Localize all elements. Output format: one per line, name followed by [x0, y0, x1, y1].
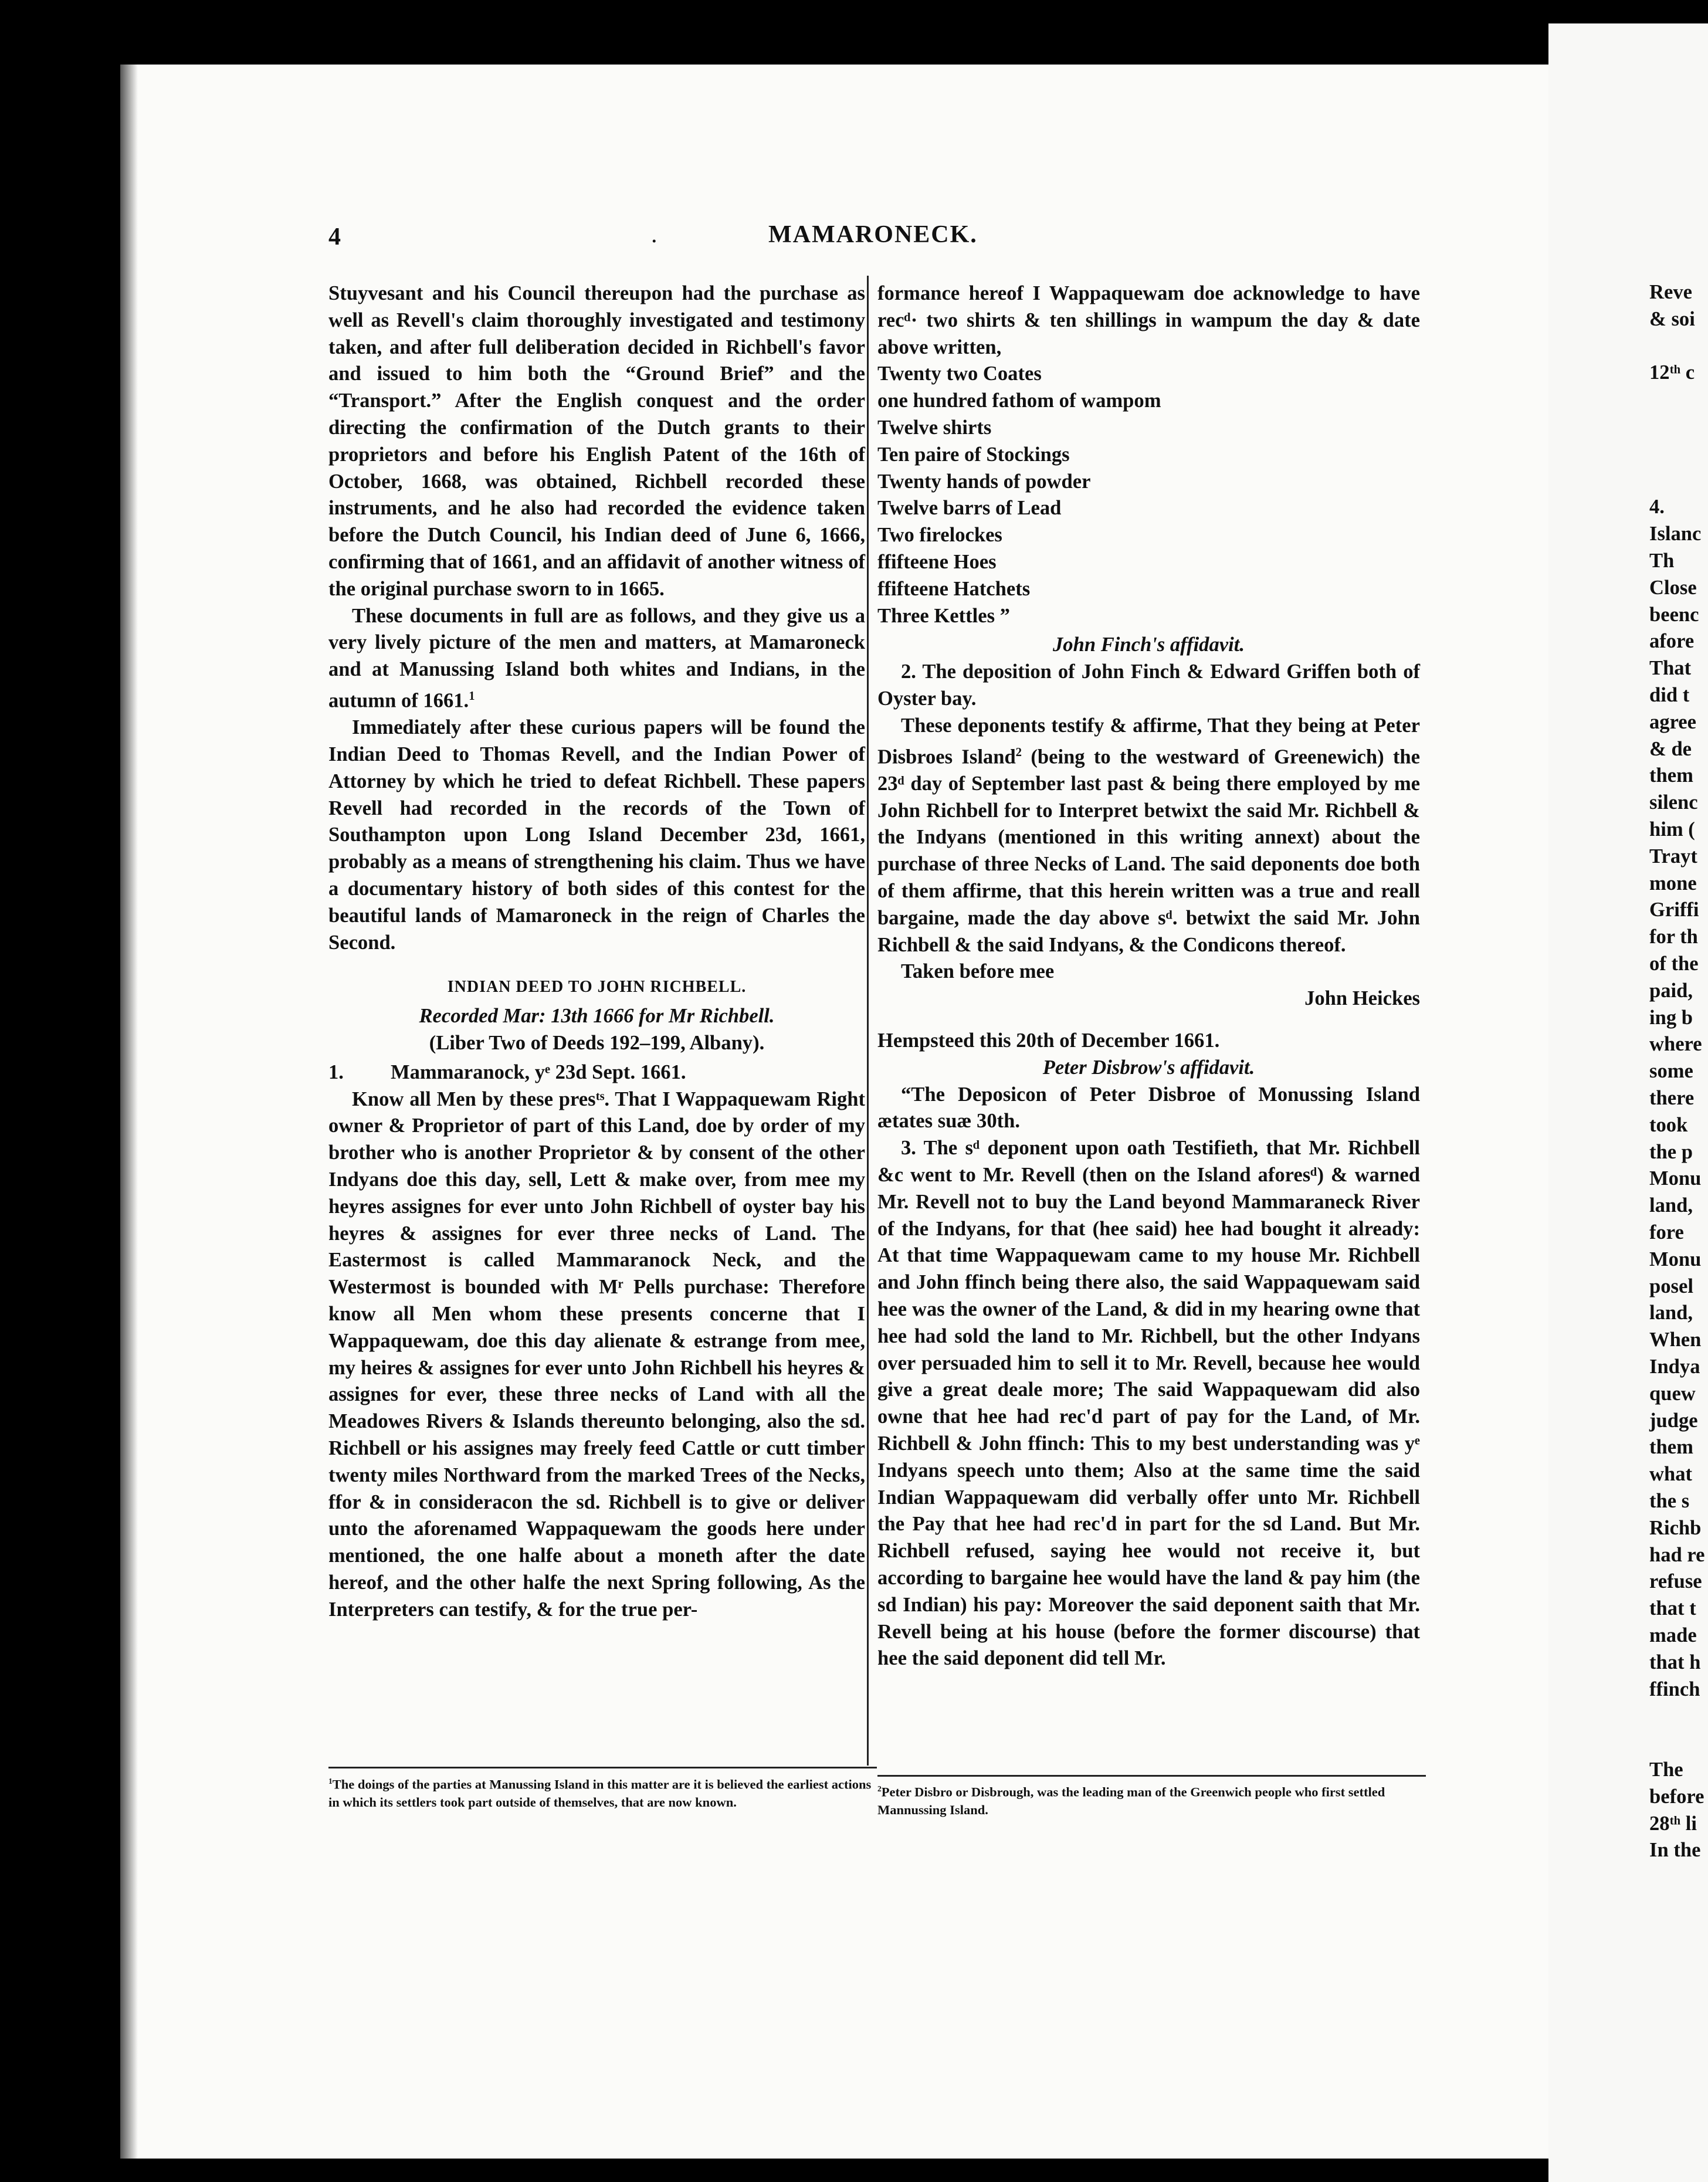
goods-item: Twelve shirts — [877, 416, 992, 439]
footnote-text: The doings of the parties at Manussing Island in this matter are it is believed the earliest actions in which its settlers took part outside of themselves, that are now known. — [328, 1777, 872, 1810]
right-column — [877, 280, 1420, 1672]
facing-page-fragment: that t — [1649, 1597, 1696, 1620]
footnote-rule — [877, 1775, 1426, 1777]
paragraph: Immediately after these curious papers will be found the Indian Deed to Thomas Revell, and the Indian Power of Attorney by which he tried to defeat Richbell. These papers Revell had recorded in the records of the Town of Southampton upon Long Island December 23d, 1661, probably as a means of strengthening his claim. Thus we have a documentary history of both sides of this contest for the beautiful lands of Mamaroneck in the reign of Charles the Second. — [328, 716, 865, 954]
facing-page-fragment: & de — [1649, 737, 1692, 760]
facing-page-fragment: Th — [1649, 550, 1675, 572]
goods-item: Twenty hands of powder — [877, 470, 1091, 493]
facing-page-fragment: In the — [1649, 1839, 1701, 1862]
goods-item: ffifteene Hoes — [877, 550, 997, 573]
footnote-mark: 1 — [328, 1777, 333, 1785]
footnote-right — [877, 1780, 1426, 1819]
paragraph-text: These deponents testify & affirme, That they being at Peter Disbroes Island — [877, 714, 1420, 768]
facing-page-fragment: afore — [1649, 630, 1695, 653]
facing-page-fragment: there — [1649, 1087, 1695, 1109]
paragraph: 3. The sᵈ deponent upon oath Testifieth, that Mr. Richbell &c went to Mr. Revell (then on the Island aforesᵈ) & warned Mr. Revell not to buy the Land beyond Mammaraneck River of the Indyans, for that (hee said) hee had bought it already: At that time Wappaquewam came to my house Mr. Richbell and John ffinch being there also, the said Wappaquewam said hee was the owner of the Land, & did in my hearing owne that hee had sold the land to Mr. Richbell, but the other Indyans over persuaded him to sell it to Mr. Revell, because hee would give a great deale more; The said Wappaquewam did also owne that hee had rec'd part of pay for the Land, of Mr. Richbell & John ffinch: This to my best understanding was yᵉ Indyans speech unto them; Also at the same time the said Indian Wappaquewam did verbally offer unto Mr. Richbell the Pay that hee had rec'd in part for the sd Land. But Mr. Richbell refused, saying hee would not receive it, but according to bargaine hee would have the land & pay him (the sd Indian) his pay: Moreover the said deponent saith that Mr. Revell being at his house (before the former discourse) that hee the said deponent did tell Mr. — [877, 1137, 1420, 1670]
facing-page-fragment: what — [1649, 1463, 1693, 1486]
facing-page-fragment: did t — [1649, 684, 1690, 706]
paragraph-text: (being to the westward of Greenewich) the 23ᵈ day of September last past & being there employed by me John Richbell for to Interpret betwixt the said Mr. Richbell & the Indyans (mentioned in this writing annext) about the purchase of three Necks of Land. The said deponents doe both of them affirme, that this herein written was a true and reall bargaine, made the day above sᵈ. betwixt the said Mr. John Richbell & the said Indyans, & the Condicons thereof. — [877, 746, 1420, 956]
goods-item: Twenty two Coates — [877, 362, 1042, 385]
facing-page-fragment: agree — [1649, 710, 1696, 733]
footnote-ref: 1 — [469, 689, 475, 703]
facing-page-fragment: Monu — [1649, 1167, 1702, 1190]
paragraph: formance hereof I Wappaquewam doe acknowledge to have recᵈ· two shirts & ten shillings in wampum the day & date above written, — [877, 282, 1420, 358]
liber-line: (Liber Two of Deeds 192–199, Albany). — [429, 1032, 765, 1055]
paragraph: Know all Men by these presᵗˢ. That I Wappaquewam Right owner & Proprietor of part of this Land, doe by order of my brother who is another Proprietor & by consent of the other Indyans doe this day, sell, Lett & make over, from mee my heyres assignes for ever unto John Richbell of oyster bay his heyres & assignes for ever three necks of Land. The Eastermost is called Mammaranock Neck, and the Westermost is bounded with Mʳ Pells purchase: Therefore know all Men whom these presents concerne that I Wappaquewam, doe this day alienate & estrange from mee, my heires & assignes for ever unto John Richbell his heyres & assignes for ever, these three necks of Land with all the Meadowes Rivers & Islands thereunto belonging, also the sd. Richbell or his assignes may freely feed Cattle or cutt timber twenty miles Northward from the marked Trees of the Necks, ffor & in consideracon the sd. Richbell is to give or deliver unto the aforenamed Wappaquewam the goods here under mentioned, the one halfe about a moneth after the date hereof, and the other halfe the next Spring following, As the Interpreters can testify, & for the true per- — [328, 1087, 865, 1621]
facing-page-fragment: 12ᵗʰ c — [1649, 361, 1695, 384]
section-heading: INDIAN DEED TO JOHN RICHBELL. — [447, 978, 747, 997]
facing-page-fragment: & soi — [1649, 307, 1695, 330]
paragraph: “The Deposicon of Peter Disbroe of Monussing Island ætates suæ 30th. — [877, 1083, 1420, 1133]
header-dot: . — [651, 221, 658, 248]
recorded-line: Recorded Mar: 13th 1666 for Mr Richbell. — [419, 1005, 775, 1028]
facing-page-fragment: before — [1649, 1785, 1704, 1808]
facing-page-fragment: The — [1649, 1759, 1683, 1781]
facing-page-fragment: made — [1649, 1624, 1697, 1646]
facing-page-fragment: Indya — [1649, 1356, 1700, 1378]
goods-item: Two firelockes — [877, 524, 1002, 547]
facing-page-fragment: the s — [1649, 1490, 1690, 1512]
paragraph: 2. The deposition of John Finch & Edward Griffen both of Oyster bay. — [877, 660, 1420, 710]
left-column — [328, 280, 865, 1624]
goods-item: Three Kettles ” — [877, 604, 1010, 627]
facing-page-fragment: Islanc — [1649, 523, 1702, 546]
facing-page-fragment: 4. — [1649, 496, 1665, 519]
footnote-ref: 2 — [1015, 746, 1022, 759]
facing-page-fragment: took — [1649, 1113, 1688, 1136]
facing-page-fragment: land, — [1649, 1302, 1693, 1324]
facing-page-fragment: him ( — [1649, 818, 1695, 841]
facing-page-fragment: Monu — [1649, 1248, 1702, 1270]
affidavit-heading: John Finch's affidavit. — [1053, 633, 1245, 656]
facing-page-fragment: Reve — [1649, 281, 1692, 303]
facing-page-fragment: Close — [1649, 576, 1697, 599]
page-number: 4 — [328, 223, 341, 250]
place-date: Hempsteed this 20th of December 1661. — [877, 1029, 1220, 1052]
facing-page-fragment: refuse — [1649, 1570, 1702, 1593]
facing-page-fragment: land, — [1649, 1194, 1693, 1217]
facing-page-fragment: Trayt — [1649, 845, 1697, 868]
signer: John Heickes — [1304, 987, 1420, 1010]
paragraph — [328, 603, 865, 715]
facing-page-fragment: paid, — [1649, 979, 1693, 1002]
facing-page-fragment: judge — [1649, 1409, 1698, 1432]
paragraph — [877, 713, 1420, 959]
column-divider — [867, 276, 869, 1766]
facing-page-fragment: had re — [1649, 1543, 1705, 1566]
footnote-rule — [328, 1767, 877, 1768]
goods-item: one hundred fathom of wampom — [877, 389, 1161, 412]
facing-page-fragment: quew — [1649, 1382, 1696, 1405]
footnote-left — [328, 1773, 880, 1811]
goods-item: ffifteene Hatchets — [877, 577, 1031, 600]
paragraph: Stuyvesant and his Council thereupon had the purchase as well as Revell's claim thoroughly investigated and testimony taken, and after full deliberation decided in Richbell's favor and issued to him both the “Ground Brief” and the “Transport.” After the English conquest and the order directing the confirmation of the Dutch grants to their proprietors and before his English Patent of the 16th of October, 1668, was obtained, Richbell recorded these instruments, and he also had recorded the evidence taken before the Dutch Council, his Indian deed of June 6, 1666, confirming that of 1661, and an affidavit of another witness of the original purchase sworn to in 1665. — [328, 282, 865, 600]
facing-page-fragment: mone — [1649, 872, 1697, 895]
facing-page-fragment: silenc — [1649, 791, 1698, 814]
facing-page-fragment: ffinch — [1649, 1678, 1700, 1700]
facing-page-fragment: the p — [1649, 1140, 1693, 1163]
dateline-text: Mammaranock, yᵉ 23d Sept. 1661. — [390, 1060, 686, 1083]
facing-page-fragment: That — [1649, 657, 1692, 680]
facing-page-fragment: fore — [1649, 1221, 1684, 1244]
footnote-mark: 2 — [877, 1784, 882, 1793]
facing-page-fragment: for th — [1649, 926, 1698, 948]
facing-page-fragment: some — [1649, 1060, 1693, 1083]
goods-item: Ten paire of Stockings — [877, 443, 1070, 466]
facing-page-fragment: of the — [1649, 953, 1699, 975]
facing-page-fragment: Griffi — [1649, 899, 1699, 921]
facing-page-fragment: 28ᵗʰ li — [1649, 1812, 1697, 1835]
affidavit-heading: Peter Disbrow's affidavit. — [1042, 1056, 1255, 1079]
footnote-text: Peter Disbro or Disbrough, was the leading man of the Greenwich people who first settled Mannussing Island. — [877, 1784, 1385, 1817]
page-gutter-shadow — [120, 65, 138, 2159]
facing-page-fragment: When — [1649, 1329, 1702, 1351]
facing-page-fragment: them — [1649, 1436, 1693, 1459]
paragraph-text: These documents in full are as follows, and they give us a very lively picture of the men and matters, at Mamaroneck and at Manussing Island both whites and Indians, in the autumn of 1661. — [328, 604, 865, 712]
item-number: 1. — [328, 1060, 344, 1083]
paragraph: Taken before mee — [901, 960, 1055, 983]
facing-page-fragment: where — [1649, 1033, 1702, 1056]
facing-page-fragment: beenc — [1649, 603, 1699, 626]
running-title: MAMARONECK. — [768, 221, 978, 248]
facing-page-fragment: them — [1649, 764, 1693, 787]
facing-page-fragment: that h — [1649, 1651, 1701, 1673]
goods-item: Twelve barrs of Lead — [877, 497, 1062, 520]
dateline — [328, 1059, 865, 1086]
facing-page-fragment: ing b — [1649, 1006, 1693, 1029]
facing-page-fragment: Richb — [1649, 1516, 1702, 1539]
facing-page-fragment: posel — [1649, 1275, 1693, 1297]
